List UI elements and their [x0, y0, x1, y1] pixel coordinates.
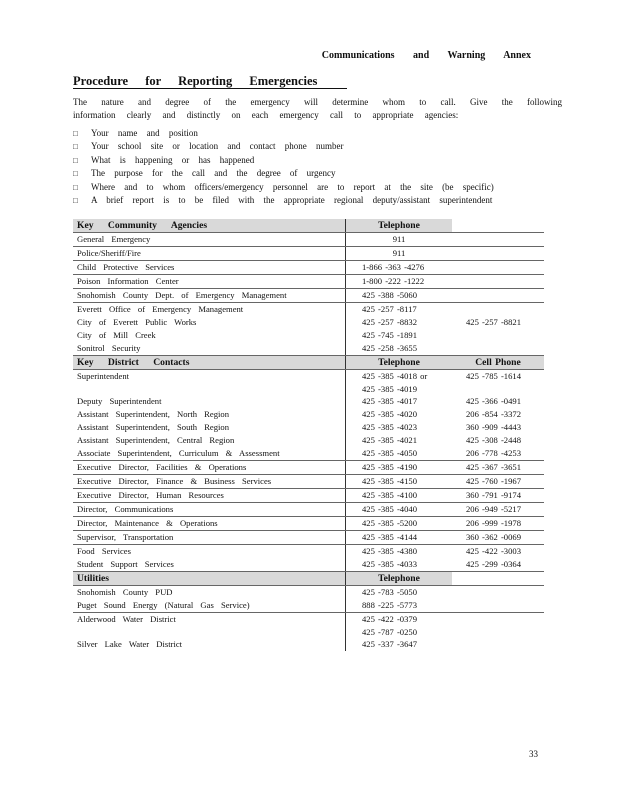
telephone-cell [346, 613, 452, 638]
cell-phone-cell [452, 289, 544, 302]
table-row [73, 517, 544, 531]
checkbox-bullet-icon: □ [73, 129, 78, 138]
bullet-item [73, 127, 533, 140]
contact-name: Supervisor, Transportation [73, 531, 346, 544]
contact-name: Superintendent [73, 370, 346, 395]
telephone-number: 425 -385 -4150 [362, 476, 417, 486]
telephone-cell [346, 329, 452, 342]
telephone-cell [346, 586, 452, 599]
telephone-number: 425 -388 -5060 [362, 290, 417, 300]
contact-name: Poison Information Center [73, 275, 346, 288]
table-row [73, 275, 544, 289]
table-row [73, 545, 544, 558]
bullet-item [73, 167, 533, 180]
table-row [73, 613, 544, 638]
contact-name: Associate Superintendent, Curriculum & Assessment [73, 447, 346, 460]
telephone-cell [346, 395, 452, 408]
telephone-number: 425 -385 -4040 [362, 504, 417, 514]
checkbox-bullet-icon: □ [73, 195, 78, 205]
telephone-cell [346, 316, 452, 329]
page-title: Procedure for Reporting Emergencies [73, 74, 347, 89]
contact-name: Deputy Superintendent [73, 395, 346, 408]
contact-name: General Emergency [73, 233, 346, 246]
telephone-number: 1-800 -222 -1222 [362, 276, 425, 286]
telephone-number: 888 -225 -5773 [362, 600, 417, 610]
cell-phone-cell [452, 517, 544, 530]
cell-phone-cell [452, 261, 544, 274]
cell-phone-cell [452, 275, 544, 288]
table-row [73, 261, 544, 275]
telephone-number: 911 [392, 248, 406, 258]
checkbox-bullet-icon: □ [73, 155, 78, 165]
telephone-column-header: Telephone [378, 220, 420, 231]
table-row [73, 434, 544, 447]
contact-name: Everett Office of Emergency Management [73, 303, 346, 316]
table-row [73, 558, 544, 572]
section-heading: Key Community Agencies [73, 219, 346, 232]
table-row [73, 599, 544, 613]
cell-phone-number: 206 -949 -5217 [466, 504, 521, 514]
bullet-text: Where and to whom officers/emergency personnel are to report at the site (be specific) [91, 181, 494, 192]
checkbox-bullet-icon: □ [73, 169, 78, 179]
contact-name: Director, Maintenance & Operations [73, 517, 346, 530]
cell-phone-number: 425 -760 -1967 [466, 476, 521, 486]
contact-name: Assistant Superintendent, Central Region [73, 434, 346, 447]
telephone-number: 425 -385 -4018 or [362, 371, 428, 381]
intro-line-1: The nature and degree of the emergency will determine whom to call. Give the following [73, 97, 562, 107]
cell-phone-cell [452, 395, 544, 408]
section-header-row [73, 356, 544, 370]
cell-phone-number: 206 -854 -3372 [466, 409, 521, 419]
contact-name: Snohomish County PUD [73, 586, 346, 599]
cell-phone-cell [452, 342, 544, 355]
telephone-cell [346, 517, 452, 530]
cell-phone-cell [452, 531, 544, 544]
bullet-item [73, 194, 533, 207]
cell-phone-cell [452, 316, 544, 329]
telephone-cell [346, 342, 452, 355]
cell-phone-number: 425 -308 -2448 [466, 435, 521, 445]
cell-phone-number: 425 -785 -1614 [466, 371, 521, 381]
cell-phone-cell [452, 447, 544, 460]
contact-name: Food Services [73, 545, 346, 558]
telephone-number: 425 -783 -5050 [362, 587, 417, 597]
section-heading: Key District Contacts [73, 356, 346, 369]
table-row [73, 408, 544, 421]
telephone-cell [346, 289, 452, 302]
cell-phone-column-header [452, 572, 544, 585]
table-row [73, 329, 544, 342]
telephone-number: 425 -385 -4100 [362, 490, 417, 500]
telephone-number: 425 -385 -4033 [362, 559, 417, 569]
table-row [73, 475, 544, 489]
telephone-column-header: Telephone [378, 573, 420, 584]
section-heading: Utilities [73, 572, 346, 585]
telephone-number: 425 -385 -5200 [362, 518, 417, 528]
bullet-item [73, 140, 533, 153]
annex-header: Communications and Warning Annex [321, 50, 531, 61]
telephone-number: 425 -257 -8117 [362, 304, 417, 314]
bullet-text: Your name and position [91, 128, 198, 138]
contact-name: Director, Communications [73, 503, 346, 516]
telephone-number: 425 -385 -4021 [362, 435, 417, 445]
cell-phone-cell [452, 233, 544, 246]
checkbox-bullet-icon: □ [73, 142, 78, 152]
cell-phone-column-header: Cell Phone [452, 356, 544, 369]
checkbox-bullet-icon: □ [73, 182, 78, 192]
contact-name: Assistant Superintendent, North Region [73, 408, 346, 421]
contact-table [73, 219, 544, 651]
telephone-number: 425 -422 -0379 [362, 614, 417, 624]
telephone-column-header: Telephone [378, 357, 420, 368]
telephone-number: 425 -787 -0250 [362, 626, 417, 637]
cell-phone-cell [452, 421, 544, 434]
telephone-cell [346, 370, 452, 395]
cell-phone-cell [452, 558, 544, 571]
cell-phone-cell [452, 370, 544, 395]
cell-phone-cell [452, 613, 544, 638]
telephone-number: 425 -258 -3655 [362, 343, 417, 353]
page-number: 33 [529, 749, 538, 759]
telephone-number: 425 -385 -4190 [362, 462, 417, 472]
cell-phone-cell [452, 475, 544, 488]
table-row [73, 531, 544, 545]
table-row [73, 461, 544, 475]
bullet-text: A brief report is to be filed with the appropriate regional deputy/assistant superintendent [91, 194, 493, 205]
table-row [73, 233, 544, 247]
telephone-cell [346, 531, 452, 544]
telephone-cell [346, 447, 452, 460]
telephone-cell [346, 503, 452, 516]
telephone-cell [346, 233, 452, 246]
table-row [73, 503, 544, 517]
cell-phone-column-header [452, 219, 544, 232]
table-row [73, 303, 544, 316]
contact-name: Executive Director, Human Resources [73, 489, 346, 502]
contact-name: Police/Sheriff/Fire [73, 247, 346, 260]
bullet-text: Your school site or location and contact phone number [91, 141, 344, 152]
telephone-cell [346, 489, 452, 502]
table-row [73, 489, 544, 503]
table-row [73, 370, 544, 395]
telephone-number: 425 -385 -4050 [362, 448, 417, 458]
contact-name: Alderwood Water District [73, 613, 346, 638]
bullet-text: The purpose for the call and the degree of urgency [91, 168, 336, 179]
cell-phone-cell [452, 329, 544, 342]
cell-phone-number: 425 -257 -8821 [466, 317, 521, 327]
table-row [73, 247, 544, 261]
cell-phone-cell [452, 503, 544, 516]
contact-name: City of Everett Public Works [73, 316, 346, 329]
telephone-number: 425 -257 -8832 [362, 317, 417, 327]
cell-phone-cell [452, 303, 544, 316]
cell-phone-cell [452, 638, 544, 651]
telephone-number: 425 -745 -1891 [362, 330, 417, 340]
bullet-item [73, 154, 533, 167]
telephone-cell [346, 475, 452, 488]
telephone-cell [346, 638, 452, 651]
cell-phone-cell [452, 599, 544, 612]
cell-phone-number: 206 -999 -1978 [466, 518, 521, 528]
telephone-number: 425 -385 -4023 [362, 422, 417, 432]
contact-name: Snohomish County Dept. of Emergency Management [73, 289, 346, 302]
table-row [73, 289, 544, 303]
table-row [73, 421, 544, 434]
telephone-cell [346, 261, 452, 274]
telephone-cell [346, 545, 452, 558]
telephone-number: 425 -385 -4017 [362, 396, 417, 406]
cell-phone-cell [452, 247, 544, 260]
telephone-number: 425 -385 -4144 [362, 532, 417, 542]
contact-name: Silver Lake Water District [73, 638, 346, 651]
table-row [73, 316, 544, 329]
bullet-list [73, 127, 533, 207]
intro-line-2: information clearly and distinctly on each emergency call to appropriate agencies: [73, 109, 459, 120]
telephone-cell [346, 461, 452, 474]
section-header-row [73, 572, 544, 586]
telephone-number: 425 -385 -4380 [362, 546, 417, 556]
bullet-text: What is happening or has happened [91, 154, 255, 165]
contact-name: Executive Director, Finance & Business Services [73, 475, 346, 488]
cell-phone-number: 360 -909 -4443 [466, 422, 521, 432]
cell-phone-cell [452, 434, 544, 447]
telephone-number: 1-866 -363 -4276 [362, 262, 425, 272]
table-row [73, 447, 544, 461]
cell-phone-number: 425 -367 -3651 [466, 462, 521, 472]
cell-phone-cell [452, 489, 544, 502]
cell-phone-cell [452, 586, 544, 599]
cell-phone-cell [452, 461, 544, 474]
table-row [73, 586, 544, 599]
cell-phone-cell [452, 408, 544, 421]
telephone-cell [346, 408, 452, 421]
table-row [73, 342, 544, 356]
table-row [73, 638, 544, 651]
cell-phone-cell [452, 545, 544, 558]
cell-phone-number: 360 -791 -9174 [466, 490, 521, 500]
bullet-item [73, 181, 533, 194]
cell-phone-number: 425 -299 -0364 [466, 559, 521, 569]
contact-name: Executive Director, Facilities & Operations [73, 461, 346, 474]
telephone-number: 425 -337 -3647 [362, 639, 417, 649]
section-header-row [73, 219, 544, 233]
telephone-cell [346, 247, 452, 260]
cell-phone-number: 206 -778 -4253 [466, 448, 521, 458]
telephone-cell [346, 558, 452, 571]
intro-paragraph [73, 96, 562, 121]
contact-name: Sonitrol Security [73, 342, 346, 355]
cell-phone-number: 425 -366 -0491 [466, 396, 521, 406]
contact-name: Assistant Superintendent, South Region [73, 421, 346, 434]
telephone-cell [346, 599, 452, 612]
telephone-cell [346, 434, 452, 447]
table-row [73, 395, 544, 408]
cell-phone-number: 360 -362 -0069 [466, 532, 521, 542]
telephone-cell [346, 421, 452, 434]
contact-name: City of Mill Creek [73, 329, 346, 342]
contact-name: Puget Sound Energy (Natural Gas Service) [73, 599, 346, 612]
telephone-cell [346, 303, 452, 316]
telephone-number: 911 [392, 234, 406, 244]
telephone-cell [346, 275, 452, 288]
telephone-number: 425 -385 -4020 [362, 409, 417, 419]
contact-name: Student Support Services [73, 558, 346, 571]
telephone-number: 425 -385 -4019 [362, 383, 417, 394]
contact-name: Child Protective Services [73, 261, 346, 274]
cell-phone-number: 425 -422 -3003 [466, 546, 521, 556]
